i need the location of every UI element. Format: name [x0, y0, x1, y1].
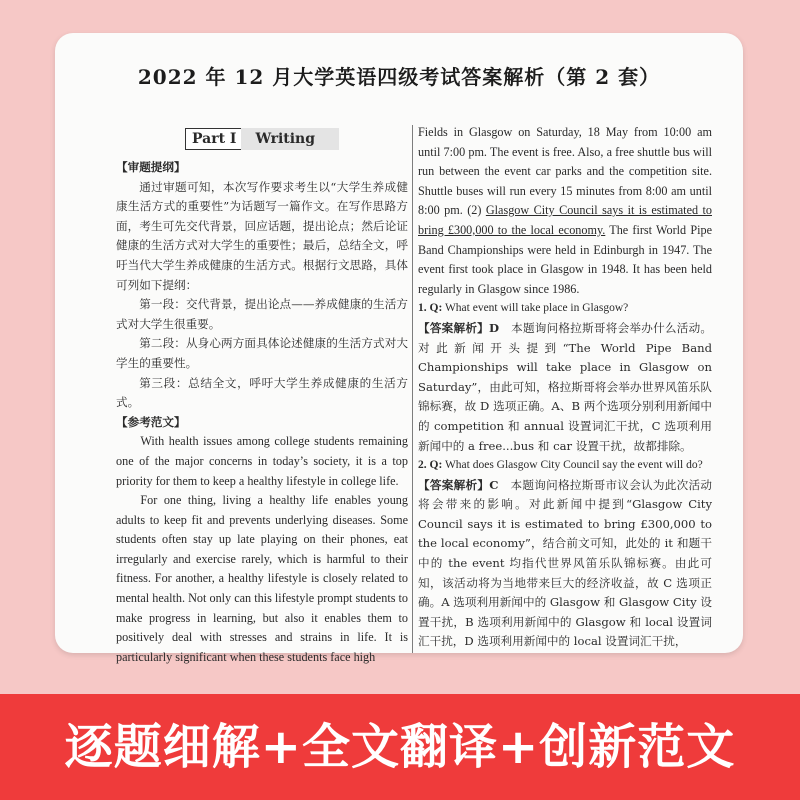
column-divider	[412, 125, 413, 653]
document-title: 2022 年 12 月大学英语四级考试答案解析（第 2 套）	[137, 65, 661, 89]
part-number: Part Ⅰ	[185, 128, 244, 150]
banner-text: 逐题细解+全文翻译+创新范文	[64, 719, 736, 775]
answer-1	[418, 319, 712, 456]
document-page	[55, 33, 743, 664]
answer-1-label: 【答案解析】D	[418, 320, 500, 335]
promo-banner	[0, 694, 800, 800]
outline-para-1: 第一段：交代背景，提出论点——养成健康的生活方式对大学生很重要。	[116, 297, 408, 331]
outline-para-3: 第三段：总结全文，呼吁大学生养成健康的生活方式。	[116, 375, 408, 410]
answer-2	[418, 476, 712, 652]
question-2-number: 2. Q:	[418, 459, 443, 472]
question-2	[418, 456, 712, 476]
shenti-label: 【审题提纲】	[116, 160, 186, 174]
part-name: Writing	[241, 128, 339, 150]
answer-1-text: 本题询问格拉斯哥将会举办什么活动。对此新闻开头提到“The World Pipe Band Championships will take place in Glasgow on Saturday”，由此可知，格拉斯哥将会举办世界风笛乐队锦标赛，故 D 选项正确。A、B 两个选项分别利用新闻中的 competition 和 annual 设置词汇干扰，C 选项利用新闻中的 a free...bus 和 car 设置干扰，故都排除。	[418, 320, 712, 453]
shenti-paragraph: 通过审题可知，本次写作要求考生以“大学生养成健康生活方式的重要性”为话题写一篇作文。在写作思路方面，考生可先交代背景，回应话题，提出论点；然后论证健康的生活方式对大学生的重要性；最后，总结全文，呼吁当代大学生养成健康的生活方式。根据行文思路，具体可列如下提纲：	[116, 179, 408, 292]
passage-part-a: Fields in Glasgow on Saturday, 18 May from 10:00 am until 7:00 pm. The event is free. Also, a free shuttle bus will run between the event car parks and the competition site. Shuttle buses will run every 15 minutes from 8:00 am until 8:00 pm. (2)	[418, 125, 712, 218]
answer-2-text: 本题询问格拉斯哥市议会认为此次活动将会带来的影响。对此新闻中提到“Glasgow City Council says it is estimated to bring £300,000 to the local economy”，结合前文可知，此处的 it 和题干中的 the event 均指代世界风笛乐队锦标赛。由此可知，该活动将为当地带来巨大的经济收益，故 C 选项正确。A 选项利用新闻中的 Glasgow 和 Glasgow City 设置干扰，B 选项利用新闻中的 Glasgow 和 local 设置词汇干扰，D 选项利用新闻中的 local 设置词汇干扰，	[418, 477, 712, 649]
passage-underlined: Glasgow City Council says it is estimated to bring £300,000 to the local economy.	[418, 203, 712, 237]
right-column	[418, 123, 712, 652]
news-passage	[418, 123, 712, 299]
answer-2-label: 【答案解析】C	[418, 477, 499, 492]
passage-part-b: The first World Pipe Band Championships were held in Edinburgh in 1947. The event first took place in Glasgow in 1948. It has been held regularly in Glasgow since 1986.	[418, 222, 712, 296]
question-1-number: 1. Q:	[418, 302, 443, 315]
fanwen-label: 【参考范文】	[116, 414, 186, 429]
question-1	[418, 299, 712, 319]
question-2-text: What does Glasgow City Council say the event will do?	[442, 459, 703, 472]
part-header	[116, 128, 408, 154]
outline-para-2: 第二段：从身心两方面具体论述健康的生活方式对大学生的重要性。	[116, 336, 408, 370]
essay-paragraph-2: For one thing, living a healthy life enables young adults to keep fit and prevents underlying diseases. Some students often stay up late playing on their phones, eat irregularly and exercise rarely, which is harmful to their fitness. For another, a healthy lifestyle is closely related to mental health. Not only can this lifestyle prompt students to make progress in learning, but also it enables them to positively deal with stresses and strains in life. It is particularly significant when these students face high	[116, 493, 408, 664]
left-column	[116, 128, 408, 667]
essay-paragraph-1: With health issues among college students remaining one of the major concerns in today’s society, it is a top priority for them to keep a healthy lifestyle in college life.	[116, 434, 408, 488]
question-1-text: What event will take place in Glasgow?	[442, 302, 629, 315]
